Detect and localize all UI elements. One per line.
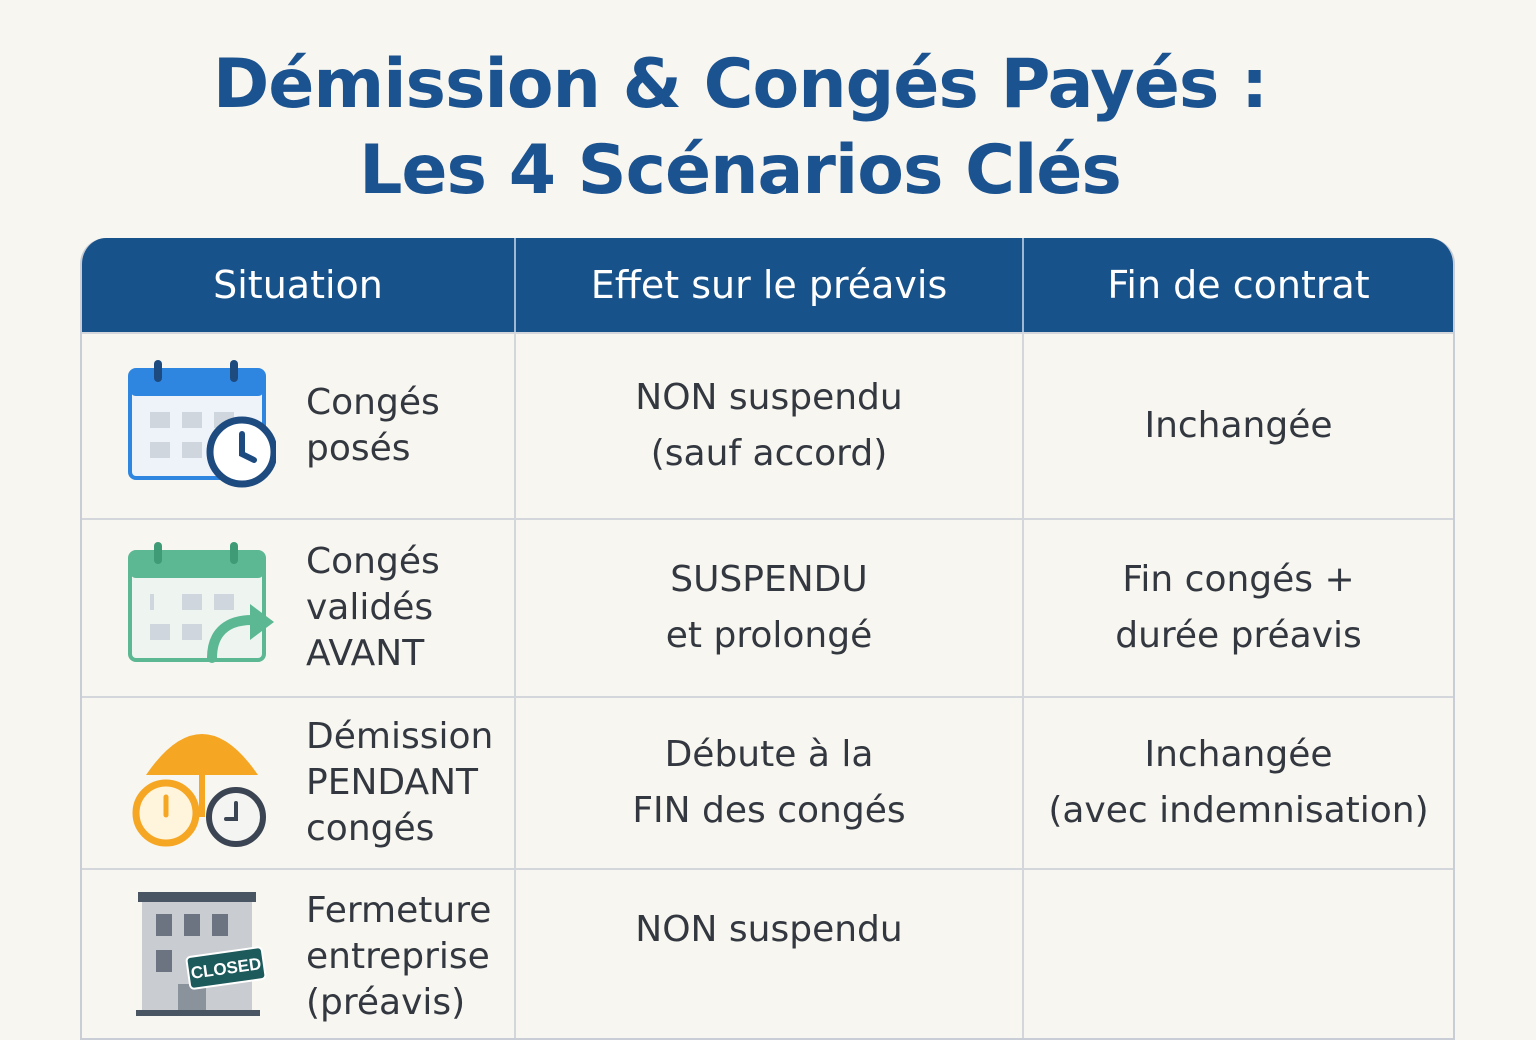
header-fin: Fin de contrat bbox=[1022, 238, 1453, 332]
fin-cell: Inchangée bbox=[1022, 334, 1453, 518]
title-line-2: Les 4 Scénarios Clés bbox=[359, 131, 1121, 210]
situation-label: Fermeture entreprise (préavis) bbox=[306, 890, 492, 1023]
scenarios-table bbox=[80, 238, 1455, 1040]
closed-building-icon bbox=[126, 888, 276, 1028]
situation-cell bbox=[82, 870, 514, 1038]
situation-label: Congés posés bbox=[306, 382, 440, 469]
table-header bbox=[82, 238, 1453, 332]
title-line-1: Démission & Congés Payés : bbox=[212, 45, 1268, 124]
calendar-arrow-icon bbox=[126, 538, 276, 678]
effet-cell: Débute à la FIN des congés bbox=[514, 698, 1022, 868]
closed-sign-text: CLOSED bbox=[189, 954, 263, 983]
situation-cell bbox=[82, 334, 514, 518]
effet-cell: NON suspendu bbox=[514, 870, 1022, 1038]
situation-cell bbox=[82, 520, 514, 696]
fin-cell: Inchangée (avec indemnisation) bbox=[1022, 698, 1453, 868]
situation-cell bbox=[82, 698, 514, 868]
fin-cell: Fin congés + durée préavis bbox=[1022, 520, 1453, 696]
effet-cell: SUSPENDU et prolongé bbox=[514, 520, 1022, 696]
calendar-clock-icon bbox=[126, 356, 276, 496]
situation-label: Congés validés AVANT bbox=[306, 541, 440, 674]
header-situation: Situation bbox=[213, 263, 383, 307]
table-row bbox=[82, 696, 1453, 868]
page-title bbox=[0, 42, 1480, 214]
table-row bbox=[82, 332, 1453, 518]
header-effet: Effet sur le préavis bbox=[514, 238, 1022, 332]
effet-cell: NON suspendu (sauf accord) bbox=[514, 334, 1022, 518]
table-row bbox=[82, 868, 1453, 1038]
situation-label: Démission PENDANT congés bbox=[306, 716, 494, 849]
fin-cell bbox=[1022, 870, 1453, 1038]
umbrella-clocks-icon bbox=[126, 713, 276, 853]
table-row bbox=[82, 518, 1453, 696]
